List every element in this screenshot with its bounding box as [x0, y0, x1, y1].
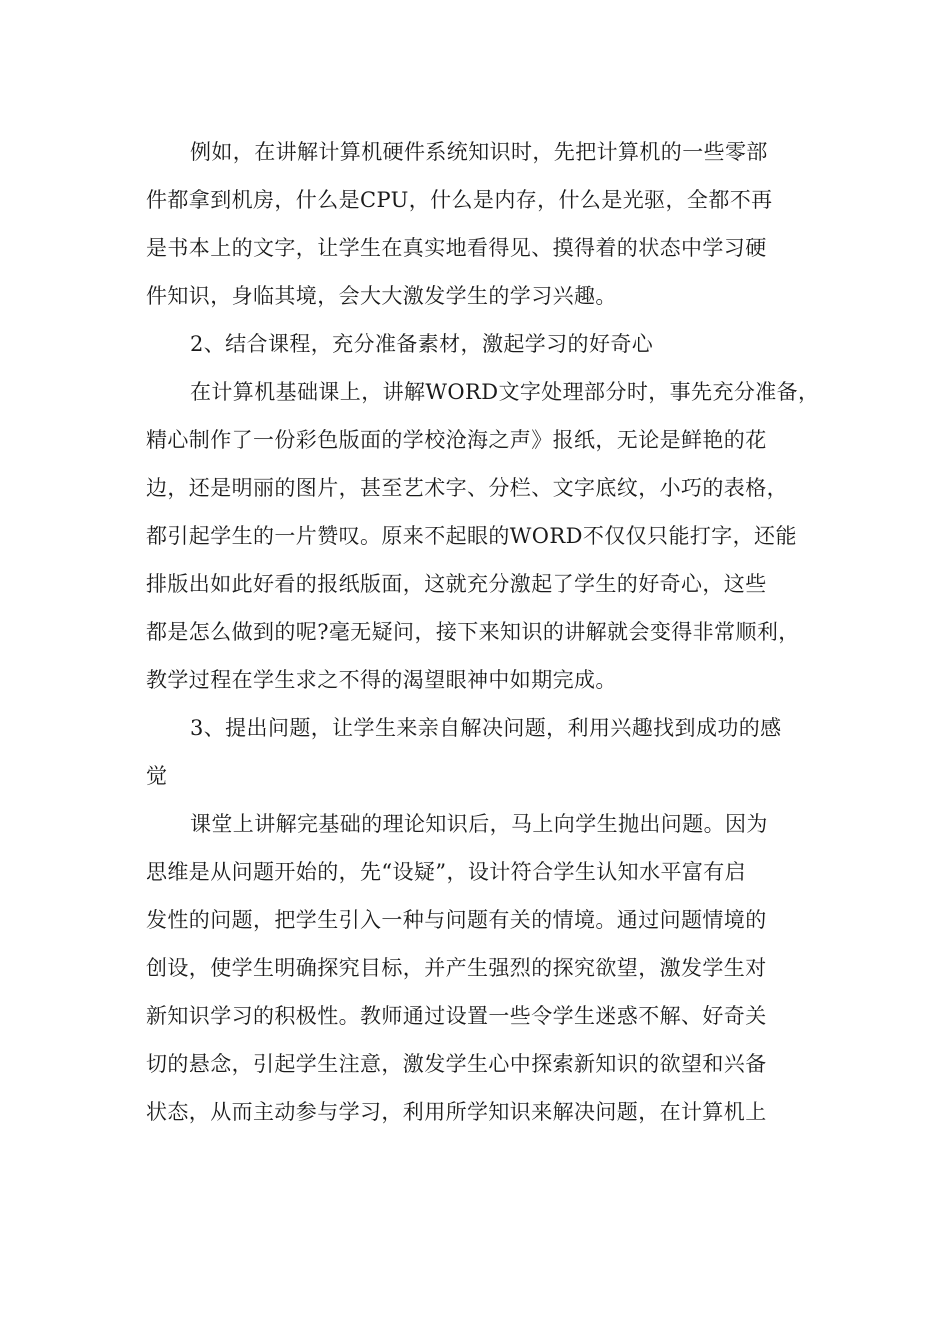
- text-line: 例如，在讲解计算机硬件系统知识时，先把计算机的一些零部: [190, 140, 768, 164]
- text-line: 状态，从而主动参与学习，利用所学知识来解决问题，在计算机上: [146, 1100, 767, 1124]
- text-line: 是书本上的文字，让学生在真实地看得见、摸得着的状态中学习硬: [146, 236, 767, 260]
- text-line: 发性的问题，把学生引入一种与问题有关的情境。通过问题情境的: [146, 908, 767, 932]
- text-line: 排版出如此好看的报纸版面，这就充分激起了学生的好奇心，这些: [146, 572, 767, 596]
- text-line: 教学过程在学生求之不得的渴望眼神中如期完成。: [146, 668, 617, 692]
- text-line: 边，还是明丽的图片，甚至艺术字、分栏、文字底纹，小巧的表格，: [146, 476, 788, 500]
- document-body: [146, 128, 820, 1136]
- section-heading: 3、提出问题，让学生来亲自解决问题，利用兴趣找到成功的感: [190, 716, 782, 740]
- text-line: 都引起学生的一片赞叹。原来不起眼的WORD不仅仅只能打字，还能: [146, 524, 797, 548]
- text-line: 切的悬念，引起学生注意，激发学生心中探索新知识的欲望和兴备: [146, 1052, 767, 1076]
- text-line: 件都拿到机房，什么是CPU，什么是内存，什么是光驱，全都不再: [146, 188, 773, 212]
- text-line: 都是怎么做到的呢?毫无疑问，接下来知识的讲解就会变得非常顺利，: [146, 620, 800, 644]
- text-line: 新知识学习的积极性。教师通过设置一些令学生迷惑不解、好奇关: [146, 1004, 767, 1028]
- section-heading: 2、结合课程，充分准备素材，激起学习的好奇心: [190, 332, 654, 356]
- text-line: 精心制作了一份彩色版面的学校沧海之声》报纸，无论是鲜艳的花: [146, 428, 767, 452]
- text-line: 在计算机基础课上，讲解WORD文字处理部分时，事先充分准备，: [190, 380, 820, 404]
- text-line: 件知识，身临其境，会大大激发学生的学习兴趣。: [146, 284, 617, 308]
- text-line: 创设，使学生明确探究目标，并产生强烈的探究欲望，激发学生对: [146, 956, 767, 980]
- text-line: 课堂上讲解完基础的理论知识后，马上向学生抛出问题。因为: [190, 812, 768, 836]
- section-heading-continued: 觉: [146, 764, 168, 788]
- text-line: 思维是从问题开始的，先“设疑”，设计符合学生认知水平富有启: [146, 860, 747, 884]
